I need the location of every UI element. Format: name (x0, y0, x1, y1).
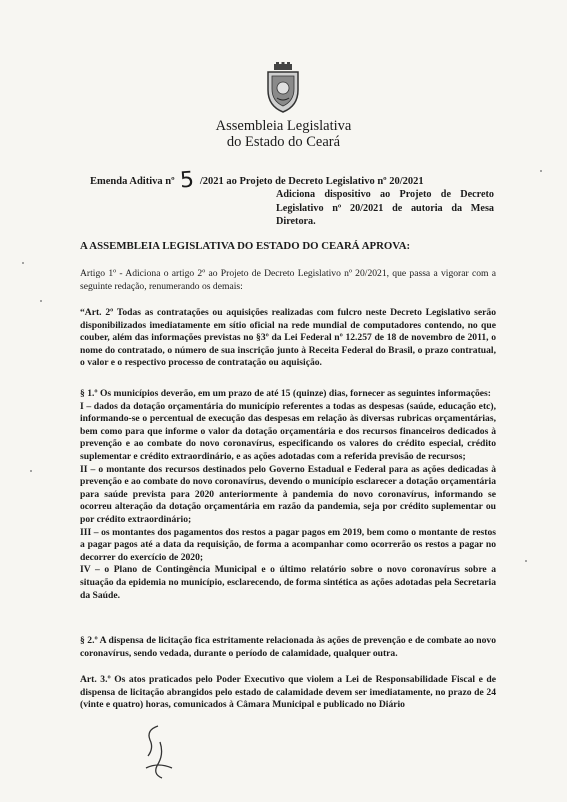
scan-speck (40, 300, 42, 302)
paragraph-1-item: IV – o Plano de Contingência Municipal e o último relatório sobre o novo coronavírus sobre a situação da epidemia no município, esclarecendo, de forma sintética as ações adotadas pela Secretaria da Saúde. (80, 564, 496, 601)
amendment-summary: Adiciona dispositivo ao Projeto de Decreto Legislativo nº 20/2021 de autoria da Mesa Diretora. (276, 189, 494, 227)
scan-speck (525, 560, 527, 562)
paragraph-1-intro: § 1.º Os municípios deverão, em um prazo de até 15 (quinze) dias, fornecer as seguintes informações: (80, 388, 491, 399)
article-2-text: “Art. 2º Todas as contratações ou aquisições realizadas com fulcro neste Decreto Legislativo serão disponibilizados imediatamente em sítio oficial na rede mundial de computadores contendo, no que couber, além das informações previstas no §3º da Lei Federal nº 12.257 de 18 de novembro de 2011, o nome do contratado, o número de sua inscrição junto à Receita Federal do Brasil, o prazo contratual, o valor e o respectivo processo de contratação ou aquisição. (80, 307, 496, 369)
article-1-text: Artigo 1º - Adiciona o artigo 2º ao Projeto de Decreto Legislativo nº 20/2021, que passa a vigorar com a seguinte redação, renumerando os demais: (80, 268, 496, 292)
amendment-number: 5 (179, 167, 196, 194)
amendment-suffix: /2021 ao Projeto de Decreto Legislativo nº 20/2021 (199, 176, 424, 187)
institution-name-line2: do Estado do Ceará (226, 134, 341, 150)
amendment-prefix: Emenda Aditiva nº (90, 176, 175, 187)
article-3-text: Art. 3.º Os atos praticados pelo Poder Executivo que violem a Lei de Responsabilidade Fiscal e de dispensa de licitação abrangidos pelo estado de calamidade devem ser imediatamente, no prazo de 24 (vinte e quatro) horas, comunicados à Câmara Municipal e publicado no Diário (80, 674, 496, 711)
paragraph-1-item: III – os montantes dos pagamentos dos restos a pagar pagos em 2019, bem como o montante de restos a pagar pagos até a data da requisição, de forma a acompanhar como ocorrerão os restos a pagar no decorrer do exercício de 2020; (80, 526, 496, 563)
article-1 (80, 268, 496, 293)
state-coat-of-arms-icon (264, 62, 302, 114)
paragraph-2 (80, 635, 496, 660)
paragraph-1-item: II – o montante dos recursos destinados pelo Governo Estadual e Federal para as ações dedicadas à prevenção e ao combate do novo coronavírus, devendo o município esclarecer a dotação orçamentária para saúde prevista para 2020 anteriormente à pandemia do novo coronavírus, informando se ocorreu alteração da dotação orçamentária em razão da pandemia, seja por crédito suplementar ou por crédito extraordinário; (80, 463, 496, 525)
scan-speck (22, 262, 24, 264)
article-2 (80, 307, 496, 370)
institution-name-line1: Assembleia Legislativa (215, 118, 352, 134)
paragraph-2-text: § 2.º A dispensa de licitação fica estritamente relacionada às ações de prevenção e de combate ao novo coronavírus, sendo vedada, durante o período de calamidade, qualquer outra. (80, 635, 496, 659)
approval-heading: A ASSEMBLEIA LEGISLATIVA DO ESTADO DO CEARÁ APROVA: (80, 240, 411, 252)
scan-speck (540, 170, 542, 172)
amendment-title (90, 165, 424, 194)
handwritten-initials-signature (138, 722, 178, 782)
paragraph-1 (80, 388, 496, 602)
article-3 (80, 674, 496, 712)
paragraph-1-item: I – dados da dotação orçamentária do município referentes a todas as despesas (saúde, educação etc), informando-se o percentual de execução das despesas em relação às diversas rubricas orçamentárias, bem como para que informe o valor da dotação orçamentária e dos recursos financeiros dedicados à prevenção e ao combate do novo coronavírus, especificando os valores do crédito especial, crédito suplementar e crédito extraordinário, e as ações adotadas com a referida previsão de recursos; (80, 400, 496, 462)
scan-speck (30, 470, 32, 472)
